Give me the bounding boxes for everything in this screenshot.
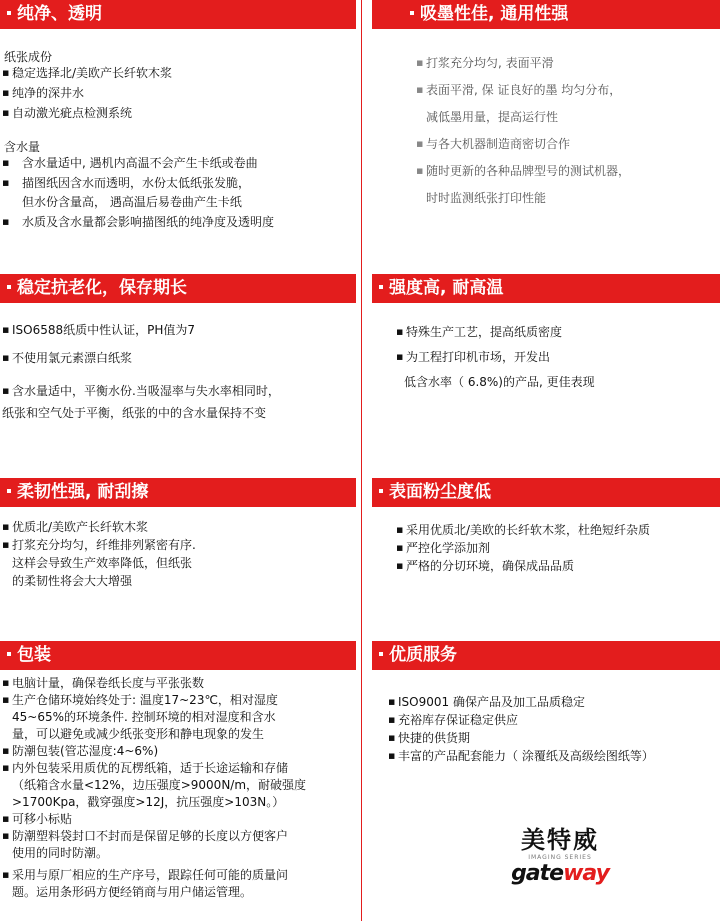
section-purity — [0, 0, 356, 270]
section-body — [372, 522, 720, 574]
line: 这样会导致生产效率降低，但纸张 — [12, 556, 193, 570]
list-item: ▪ 自动激光疵点检测系统 — [0, 105, 356, 121]
list-item: ▪ 不使用氯元素漂白纸浆 — [0, 350, 356, 366]
line: 使用的同时防潮。 — [12, 846, 109, 860]
section-title: 稳定抗老化，保存期长 — [17, 278, 187, 298]
list-item: ▪ 严控化学添加剂 — [394, 540, 720, 556]
section-body — [372, 324, 720, 390]
list-item — [414, 163, 720, 206]
line: 减低墨用量，提高运行性 — [426, 110, 559, 124]
section-header — [0, 0, 356, 29]
logo-cn-text: 美特威 — [521, 825, 599, 854]
list-item — [0, 743, 356, 759]
line: ▪ 随时更新的各种品牌型号的测试机器， — [426, 164, 631, 178]
line: ▪ 防潮塑料袋封口不封而是保留足够的长度以方便客户 — [12, 829, 289, 843]
section-header — [372, 641, 720, 670]
section-header — [0, 478, 356, 507]
section-ink — [372, 0, 720, 270]
section-body — [372, 694, 720, 764]
list-item — [0, 760, 356, 810]
section-title: 表面粉尘度低 — [389, 482, 491, 502]
line: 时时监测纸张打印性能 — [426, 191, 547, 205]
section-header — [372, 0, 720, 29]
line: 但水份含量高， 遇高温后易卷曲产生卡纸 — [22, 195, 242, 209]
line: 电脑计量，确保卷纸长度与平张张数 — [12, 676, 205, 690]
line: 优质北/美欧产长纤软木浆 — [12, 520, 149, 534]
logo-en-text — [505, 862, 615, 886]
section-title: 柔韧性强, 耐刮擦 — [17, 482, 149, 502]
list-item: ▪ 稳定选择北/美欧产长纤软木浆 — [0, 65, 356, 81]
line: 特殊生产工艺，提高纸质密度 — [406, 325, 563, 339]
list-item — [394, 324, 720, 340]
line: ▪ 打浆充分均匀，纤维排列紧密有序. — [12, 538, 196, 552]
list-item: ▪ 充裕库存保证稳定供应 — [386, 712, 720, 728]
group-title: 纸张成份 — [4, 50, 53, 64]
list-item — [0, 675, 356, 691]
section-title: 包装 — [17, 645, 51, 665]
section-title: 吸墨性佳, 通用性强 — [420, 4, 569, 24]
section-title: 强度高, 耐高温 — [389, 278, 504, 298]
list-item — [0, 155, 356, 171]
list-item — [394, 349, 720, 390]
bullet-square-icon — [379, 285, 383, 289]
list-item — [0, 175, 356, 210]
logo-en-b: way — [563, 861, 609, 886]
list-item: ▪ 采用优质北/美欧的长纤软木浆，杜绝短纤杂质 — [394, 522, 720, 538]
line: ▪ 为工程打印机市场，开发出 — [406, 350, 551, 364]
list-item: ▪ ISO6588纸质中性认证，PH值为7 — [0, 322, 356, 338]
list-item — [0, 828, 356, 861]
paragraph-line: 纸张和空气处于平衡，纸张的中的含水量保持不变 — [2, 406, 267, 420]
bullet-square-icon — [7, 11, 11, 15]
column-divider — [361, 0, 362, 921]
line: ▪ 采用与原厂相应的生产序号，跟踪任何可能的质量问 — [12, 868, 289, 882]
section-dust — [372, 478, 720, 638]
bullet-square-icon — [7, 652, 11, 656]
list-item: ▪ 丰富的产品配套能力（ 涂覆纸及高级绘图纸等） — [386, 748, 720, 764]
section-strength — [372, 274, 720, 474]
line: （纸箱含水量<12%，边压强度>9000N/m，耐破强度 — [12, 778, 307, 792]
list-item: ▪ ISO9001 确保产品及加工品质稳定 — [386, 694, 720, 710]
line: ▪ 描图纸因含水而透明，水份太低纸张发脆， — [22, 176, 251, 190]
line: 含水量适中, 遇机内高温不会产生卡纸或卷曲 — [22, 156, 258, 170]
line: ▪ 表面平滑, 保 证良好的墨 均匀分布， — [426, 83, 622, 97]
bullet-square-icon — [379, 652, 383, 656]
section-body — [372, 55, 720, 206]
line: 水质及含水量都会影响描图纸的纯净度及透明度 — [22, 215, 275, 229]
list-item — [0, 867, 356, 900]
section-body — [0, 322, 356, 421]
section-title: 纯净、透明 — [17, 4, 102, 24]
list-item — [0, 519, 356, 535]
list-item — [414, 55, 720, 71]
list-item: ▪ 快捷的供货期 — [386, 730, 720, 746]
line: 可移小标贴 — [12, 812, 73, 826]
line: 低含水率（ 6.8%)的产品, 更佳表现 — [404, 375, 595, 389]
list-item — [0, 692, 356, 742]
section-header — [372, 478, 720, 507]
bullet-square-icon — [7, 285, 11, 289]
line: 含水量适中，平衡水份.当吸湿率与失水率相同时， — [12, 384, 280, 398]
line: 45~65%的环境条件. 控制环境的相对湿度和含水 — [12, 710, 276, 724]
line: 题。运用条形码方便经销商与用户储运管理。 — [12, 885, 253, 899]
line: 的柔韧性将会大大增强 — [12, 574, 133, 588]
list-item — [414, 82, 720, 125]
line: 防潮包装(管芯湿度:4~6%) — [12, 744, 159, 758]
section-aging — [0, 274, 356, 474]
bullet-square-icon — [7, 489, 11, 493]
line: >1700Kpa，戳穿强度>12J，抗压强度>103N。） — [12, 795, 285, 809]
bullet-square-icon — [410, 11, 414, 15]
line: 打浆充分均匀, 表面平滑 — [426, 56, 554, 70]
section-tough — [0, 478, 356, 638]
section-body — [0, 675, 356, 900]
bullet-square-icon — [379, 489, 383, 493]
section-service — [372, 641, 720, 821]
list-item: ▪ 纯净的深井水 — [0, 85, 356, 101]
line: ▪ 内外包装采用质优的瓦楞纸箱，适于长途运输和存储 — [12, 761, 289, 775]
list-item — [414, 136, 720, 152]
section-header — [0, 274, 356, 303]
list-item — [0, 383, 356, 399]
section-header — [0, 641, 356, 670]
line: 与各大机器制造商密切合作 — [426, 137, 571, 151]
section-title: 优质服务 — [389, 645, 457, 665]
section-header — [372, 274, 720, 303]
list-item — [0, 811, 356, 827]
section-body — [0, 49, 356, 230]
line: ▪ 生产仓储环境始终处于: 温度17~23℃，相对湿度 — [12, 693, 278, 707]
list-item — [0, 537, 356, 589]
section-body — [0, 519, 356, 589]
section-packaging — [0, 641, 356, 921]
gateway-logo — [505, 826, 615, 906]
logo-en-a: gate — [511, 861, 564, 886]
list-item: ▪ 严格的分切环境，确保成品品质 — [394, 558, 720, 574]
logo-subtitle: IMAGING SERIES — [528, 854, 592, 861]
group-title: 含水量 — [4, 140, 41, 154]
line: 量，可以避免或减少纸张变形和静电现象的发生 — [12, 727, 265, 741]
list-item — [0, 214, 356, 230]
